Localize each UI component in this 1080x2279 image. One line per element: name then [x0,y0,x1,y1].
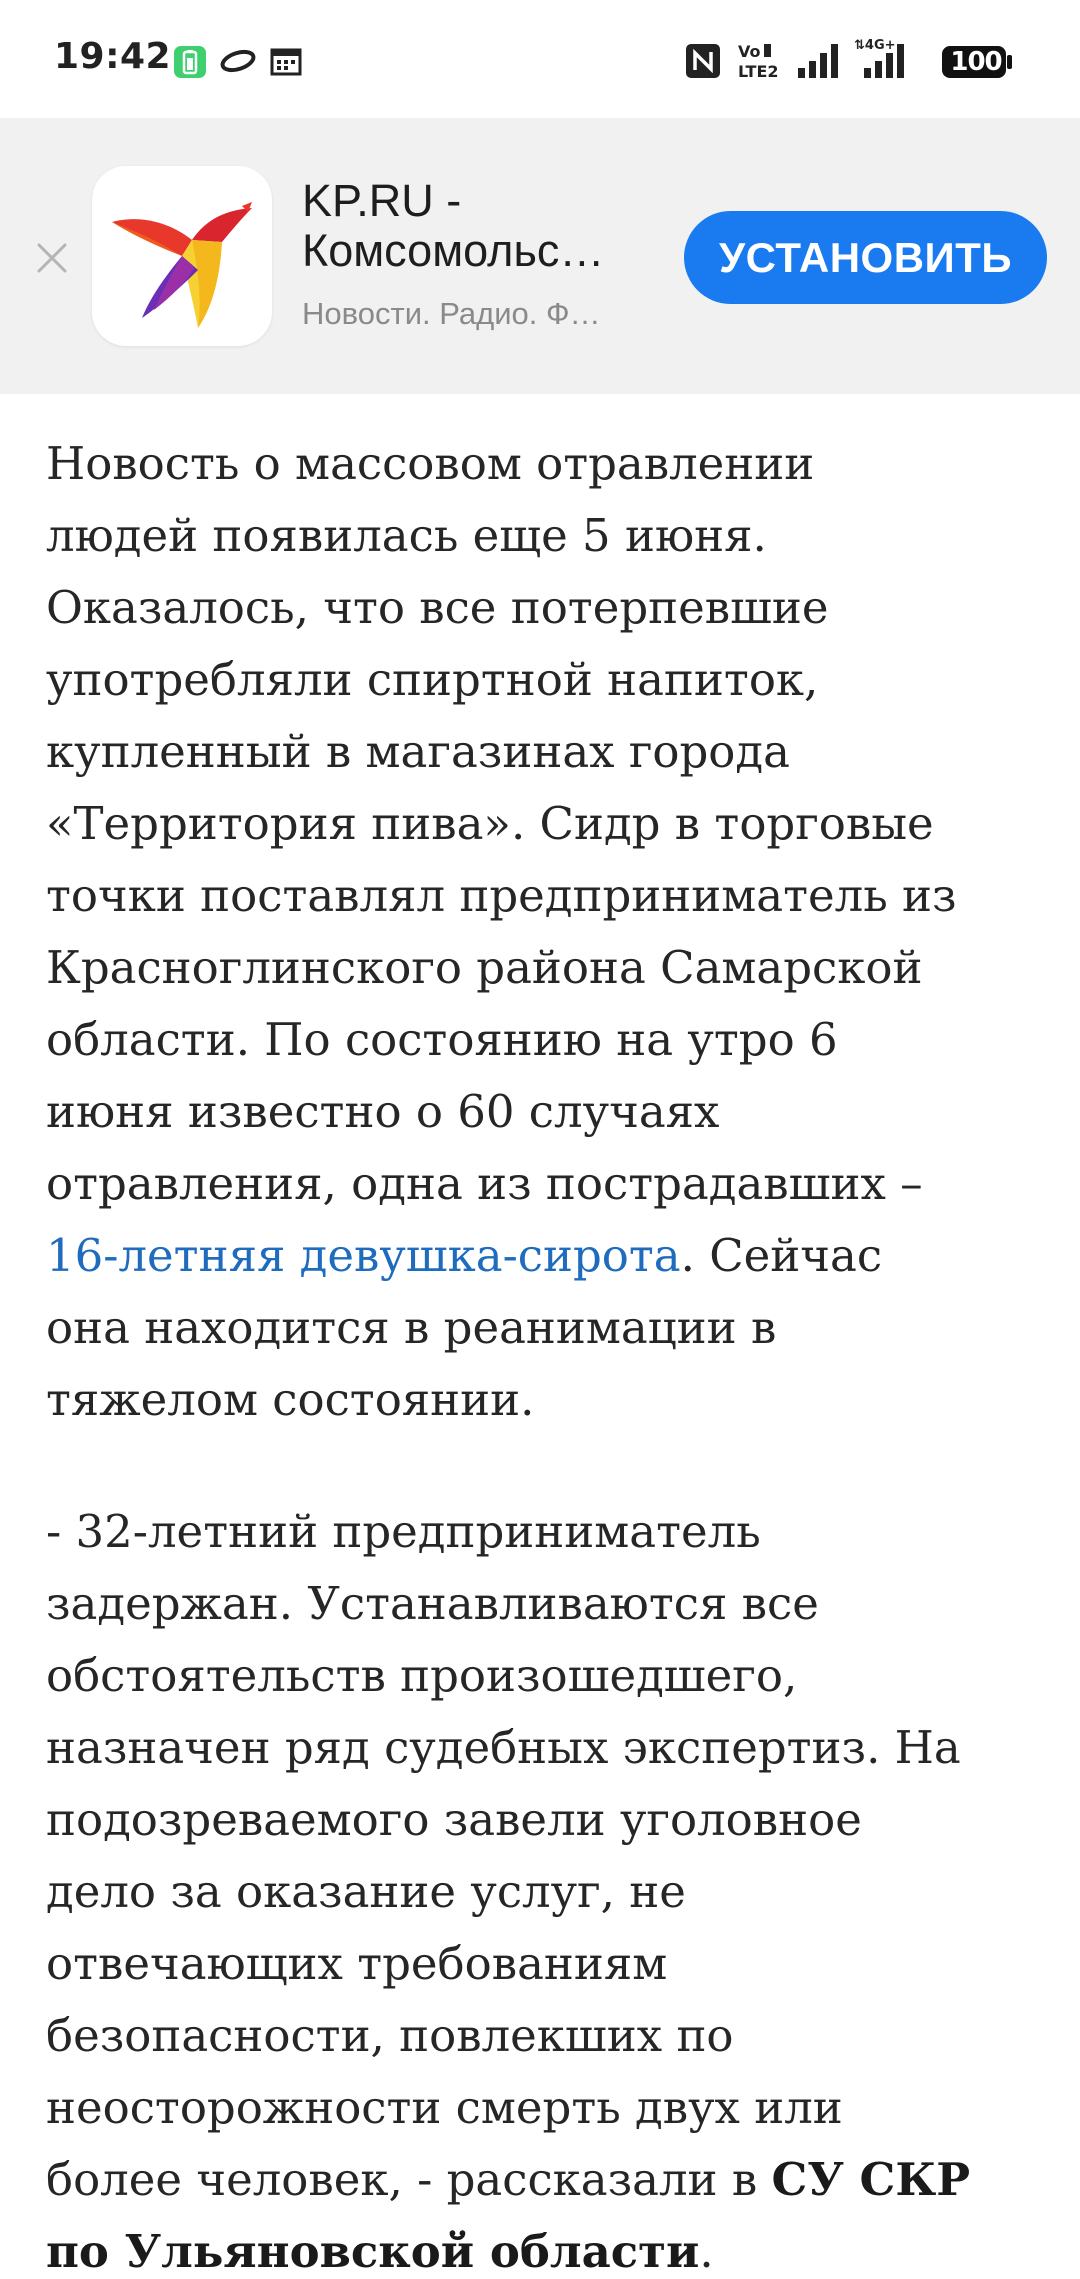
article-paragraph [46,1496,1056,2279]
source-name-bold: по Ульяновской области [46,2225,700,2278]
app-name-line2: Комсомольс… [302,226,605,276]
signal-4g-icon [852,36,926,80]
svg-text:Vo: Vo [738,42,761,61]
text-line [46,1220,1056,1292]
text-line: отвечающих требованиям [46,1937,668,1990]
text-line: Красноглинского района Самарской [46,941,923,994]
text-line: безопасности, повлекших по [46,2009,734,2062]
kp-app-icon[interactable] [92,166,272,346]
text-line: Оказалось, что все потерпевшие [46,581,829,634]
article-link-orphan-girl[interactable]: 16-летняя девушка-сирота [46,1229,681,1282]
text-line: июня известно о 60 случаях [46,1085,720,1138]
text-line: точки поставлял предприниматель из [46,869,957,922]
kp-swallow-logo [102,178,262,334]
status-time: 19:42 [54,36,172,77]
battery-level: 100 [950,47,1002,77]
install-button[interactable]: УСТАНОВИТЬ [684,211,1047,304]
volte-icon [736,40,784,80]
app-subtitle: Новости. Радио. Ф… [302,296,601,331]
text-line: употребляли спиртной напиток, [46,653,819,706]
text-line [46,2144,1056,2216]
text-fragment: . Сейчас [680,1229,883,1282]
text-line [46,2216,1056,2279]
text-line: отравления, одна из пострадавших – [46,1157,923,1210]
text-line: назначен ряд судебных экспертиз. На [46,1721,961,1774]
article-paragraph [46,428,1056,1436]
link-icon [218,48,258,74]
source-name-bold: СУ СКР [771,2153,971,2206]
article-body [46,428,1056,2279]
text-fragment: . [699,2225,714,2278]
text-line: задержан. Устанавливаются все [46,1577,819,1630]
app-name [302,176,652,276]
text-line: неосторожности смерть двух или [46,2081,843,2134]
text-line: людей появилась еще 5 июня. [46,509,767,562]
battery-saver-icon [172,44,208,80]
text-line: «Территория пива». Сидр в торговые [46,797,934,850]
text-line: купленный в магазинах города [46,725,790,778]
text-line: тяжелом состоянии. [46,1373,535,1426]
text-line: дело за оказание услуг, не [46,1865,686,1918]
text-line: она находится в реанимации в [46,1301,777,1354]
status-bar [0,0,1080,118]
close-icon[interactable] [34,240,70,276]
text-line: Новость о массовом отравлении [46,437,815,490]
svg-text:⇅4G+: ⇅4G+ [854,38,896,53]
app-name-line1: KP.RU - [302,176,462,226]
signal-icon [796,40,844,80]
svg-text:LTE2: LTE2 [738,62,779,80]
calendar-icon [270,46,302,76]
text-fragment: более человек, - рассказали в [46,2153,772,2206]
nfc-icon [684,42,722,80]
text-line: обстоятельств произошедшего, [46,1649,798,1702]
text-line: - 32-летний предприниматель [46,1505,761,1558]
text-line: области. По состоянию на утро 6 [46,1013,838,1066]
text-line: подозреваемого завели уголовное [46,1793,862,1846]
